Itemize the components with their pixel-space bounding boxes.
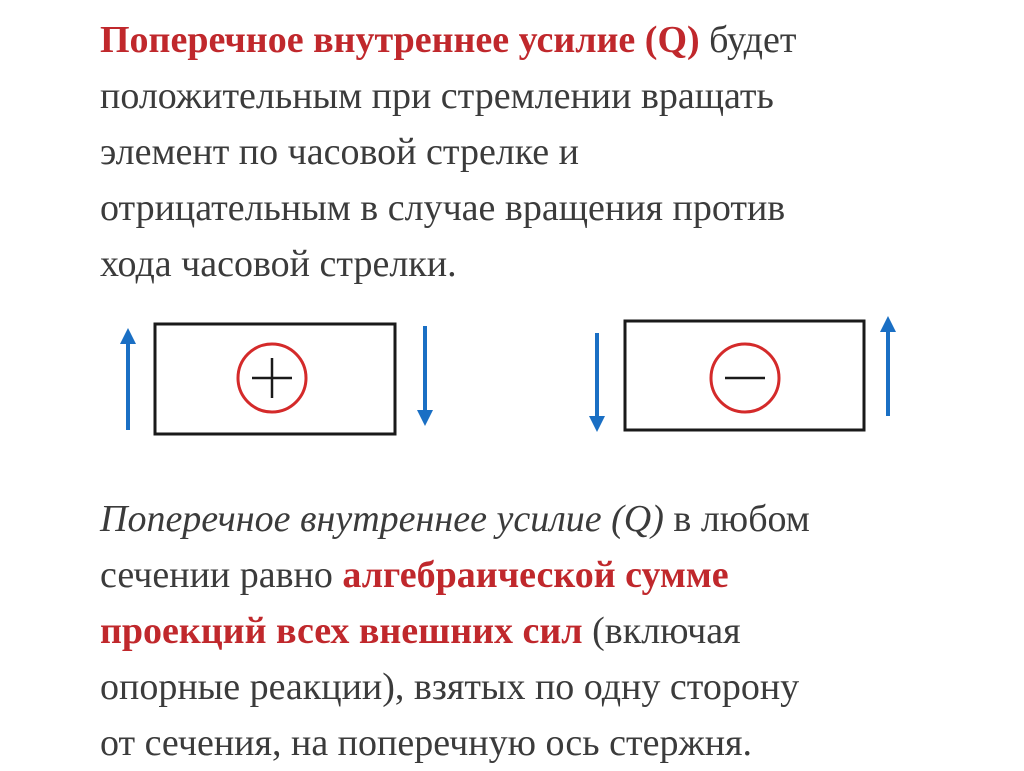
- para2-line-2: [100, 547, 1000, 603]
- para2-line1-rest: в любом: [663, 498, 810, 540]
- element-box-negative: [625, 321, 864, 430]
- shear-force-term-italic: Поперечное внутреннее усилие (Q): [100, 498, 664, 540]
- para2-line-4: опорные реакции), взятых по одну сторону: [100, 666, 800, 708]
- para2-line-3: [100, 603, 1000, 659]
- para2-line-1: [100, 491, 1000, 547]
- shear-force-term: Поперечное внутреннее усилие (Q): [100, 19, 700, 61]
- para1-line-3: элемент по часовой стрелке и: [100, 131, 579, 173]
- para2-line-5: от сечения, на поперечную ось стержня.: [100, 722, 753, 764]
- para1-line1-rest: будет: [699, 19, 797, 61]
- para1-line-5: хода часовой стрелки.: [100, 243, 457, 285]
- para2-line2-start: сечении равно: [100, 554, 343, 596]
- sign-convention-diagram: [0, 300, 1024, 450]
- para1-line-2: положительным при стремлении вращать: [100, 75, 774, 117]
- para1-line-1: [100, 12, 1000, 68]
- external-forces-emphasis: проекций всех внешних сил: [100, 610, 583, 652]
- para2-line3-rest: (включая: [582, 610, 741, 652]
- algebraic-sum-emphasis: алгебраической сумме: [342, 554, 729, 596]
- para1-line-4: отрицательным в случае вращения против: [100, 187, 786, 229]
- positive-shear-element: [128, 324, 425, 434]
- shear-force-calculation-rule: [100, 491, 1000, 771]
- negative-shear-element: [597, 321, 888, 430]
- positive-sign-definition: [100, 12, 1000, 292]
